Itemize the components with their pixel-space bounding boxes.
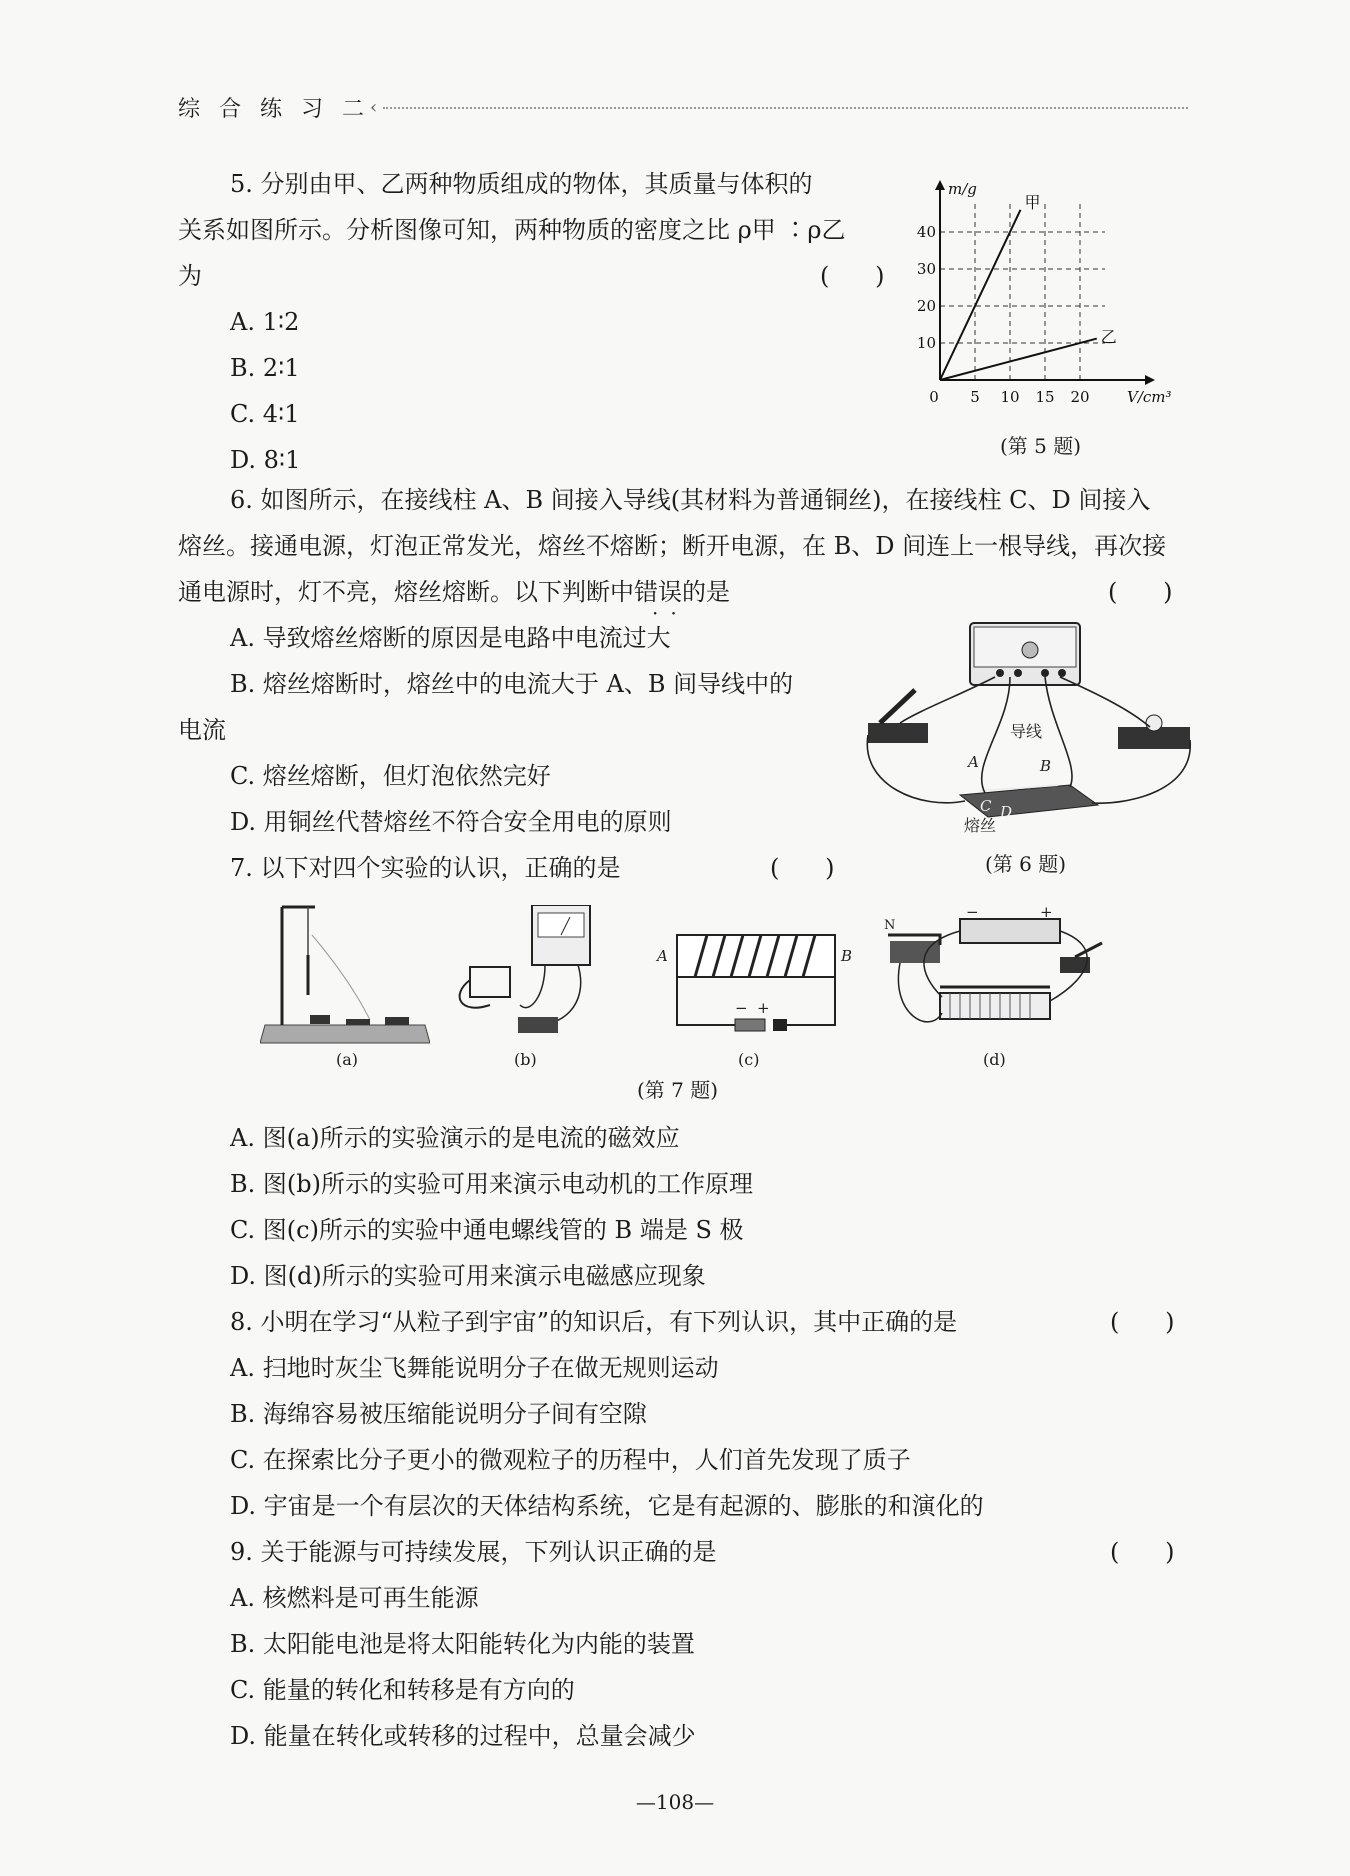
- q7-answer-blank[interactable]: ( ): [770, 854, 835, 882]
- q5-stem-line-3: 为: [178, 262, 202, 290]
- q7-fig-d-label: (d): [983, 1050, 1006, 1069]
- q8-option-c[interactable]: C. 在探索比分子更小的微观粒子的历程中，人们首先发现了质子: [230, 1446, 911, 1474]
- q6-label-d: D: [1000, 803, 1013, 821]
- q6-circuit-figure: [860, 615, 1200, 835]
- q7d-minus: −: [966, 905, 979, 921]
- q6-stem-line-3: 通电源时，灯不亮，熔丝熔断。以下判断中错误的是: [178, 578, 730, 606]
- y-axis-label: m/g: [948, 180, 977, 198]
- q7c-label-b: B: [841, 947, 853, 965]
- x-axis-label: V/cm³: [1127, 388, 1172, 406]
- chevron-left-icon: ‹: [369, 96, 378, 118]
- y-tick-label: 20: [916, 297, 936, 315]
- q6-wire-label: 导线: [1010, 722, 1043, 741]
- q6-option-b-cont: 电流: [178, 716, 226, 744]
- q8-option-b[interactable]: B. 海绵容易被压缩能说明分子间有空隙: [230, 1400, 647, 1428]
- q7c-plus: +: [757, 999, 770, 1017]
- q6-fuse-label: 熔丝: [964, 816, 997, 835]
- x-tick-label: 15: [1035, 388, 1055, 406]
- q9-stem: 9. 关于能源与可持续发展，下列认识正确的是: [230, 1538, 717, 1566]
- q7-figure-c: [655, 925, 855, 1040]
- q6-option-c[interactable]: C. 熔丝熔断，但灯泡依然完好: [230, 762, 551, 790]
- q5-option-a[interactable]: A. 1∶2: [230, 308, 300, 336]
- x-axis-arrow: [1145, 375, 1155, 385]
- q7-figure-b: [450, 905, 610, 1045]
- y-tick-label: 10: [916, 334, 936, 352]
- page-number: —108—: [635, 1790, 715, 1814]
- q5-option-d[interactable]: D. 8∶1: [230, 446, 301, 474]
- q6-stem-line-1: 6. 如图所示，在接线柱 A、B 间接入导线(其材料为普通铜丝)，在接线柱 C、D 间接入: [230, 486, 1151, 514]
- q9-answer-blank[interactable]: ( ): [1110, 1538, 1175, 1566]
- x-tick-label: 5: [970, 388, 980, 406]
- q7-fig-c-label: (c): [738, 1050, 760, 1069]
- q7-stem: 7. 以下对四个实验的认识，正确的是: [230, 854, 621, 882]
- y-axis-arrow: [935, 180, 945, 190]
- q6-answer-blank[interactable]: ( ): [1108, 578, 1173, 606]
- q6-label-a: A: [968, 753, 979, 771]
- q7-figure-a: [260, 895, 430, 1065]
- q6-option-d[interactable]: D. 用铜丝代替熔丝不符合安全用电的原则: [230, 808, 672, 836]
- header-title: 综 合 练 习 二: [178, 96, 370, 122]
- emphasis-dots: ··: [652, 601, 689, 625]
- q7-option-c[interactable]: C. 图(c)所示的实验中通电螺线管的 B 端是 S 极: [230, 1216, 744, 1244]
- x-tick-label: 10: [1000, 388, 1020, 406]
- q6-caption: (第 6 题): [985, 852, 1067, 876]
- q7-option-b[interactable]: B. 图(b)所示的实验可用来演示电动机的工作原理: [230, 1170, 753, 1198]
- q6-label-c: C: [980, 797, 992, 815]
- series-label-yi: 乙: [1100, 327, 1117, 347]
- q7-figure-d: [880, 905, 1110, 1045]
- series-line-jia: [940, 210, 1021, 380]
- q5-answer-blank[interactable]: ( ): [820, 262, 885, 290]
- q7-fig-a-label: (a): [336, 1050, 359, 1069]
- q5-caption: (第 5 题): [1000, 434, 1082, 458]
- q7-option-a[interactable]: A. 图(a)所示的实验演示的是电流的磁效应: [230, 1124, 680, 1152]
- q6-option-b[interactable]: B. 熔丝熔断时，熔丝中的电流大于 A、B 间导线中的: [230, 670, 794, 698]
- q7-fig-b-label: (b): [514, 1050, 537, 1069]
- y-tick-label: 30: [916, 260, 936, 278]
- q5-option-b[interactable]: B. 2∶1: [230, 354, 300, 382]
- x-tick-label: 20: [1070, 388, 1090, 406]
- q8-option-a[interactable]: A. 扫地时灰尘飞舞能说明分子在做无规则运动: [230, 1354, 719, 1382]
- q7-caption: (第 7 题): [637, 1078, 719, 1102]
- q5-option-c[interactable]: C. 4∶1: [230, 400, 300, 428]
- x-tick-label: 0: [929, 388, 939, 406]
- q7c-label-a: A: [657, 947, 668, 965]
- q9-option-a[interactable]: A. 核燃料是可再生能源: [230, 1584, 479, 1612]
- q5-stem-line-2: 关系如图所示。分析图像可知，两种物质的密度之比 ρ甲 ∶ρ乙: [178, 216, 846, 244]
- q7c-minus: −: [735, 999, 748, 1017]
- q7d-north: N: [884, 918, 896, 933]
- page-header: [178, 92, 1188, 122]
- q8-stem: 8. 小明在学习“从粒子到宇宙”的知识后，有下列认识，其中正确的是: [230, 1308, 958, 1336]
- series-line-yi: [940, 339, 1097, 380]
- header-divider: [383, 107, 1188, 109]
- q8-option-d[interactable]: D. 宇宙是一个有层次的天体结构系统，它是有起源的、膨胀的和演化的: [230, 1492, 984, 1520]
- series-label-jia: 甲: [1024, 192, 1041, 212]
- q6-stem-line-2: 熔丝。接通电源，灯泡正常发光，熔丝不熔断；断开电源，在 B、D 间连上一根导线，再次接: [178, 532, 1167, 560]
- q5-stem-line-1: 5. 分别由甲、乙两种物质组成的物体，其质量与体积的: [230, 170, 813, 198]
- y-tick-label: 40: [916, 223, 936, 241]
- q8-answer-blank[interactable]: ( ): [1110, 1308, 1175, 1336]
- q6-label-b: B: [1040, 757, 1052, 775]
- q9-option-d[interactable]: D. 能量在转化或转移的过程中，总量会减少: [230, 1722, 696, 1750]
- q5-mass-volume-chart: [915, 180, 1175, 410]
- q9-option-b[interactable]: B. 太阳能电池是将太阳能转化为内能的装置: [230, 1630, 695, 1658]
- q7d-plus: +: [1040, 905, 1053, 921]
- q9-option-c[interactable]: C. 能量的转化和转移是有方向的: [230, 1676, 575, 1704]
- q7-option-d[interactable]: D. 图(d)所示的实验可用来演示电磁感应现象: [230, 1262, 706, 1290]
- q6-option-a[interactable]: A. 导致熔丝熔断的原因是电路中电流过大: [230, 624, 671, 652]
